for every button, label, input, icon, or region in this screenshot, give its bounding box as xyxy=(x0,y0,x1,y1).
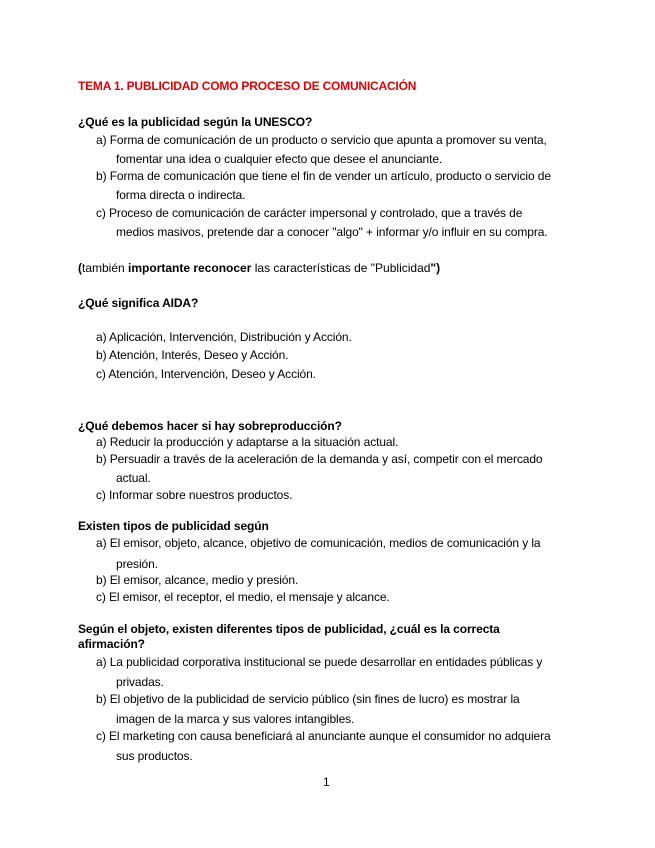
q5-option-a-continued: privadas. xyxy=(116,675,164,689)
q4-option-a-continued: presión. xyxy=(116,557,158,571)
note-part2: importante reconocer xyxy=(128,261,252,275)
q1-option-c: c) Proceso de comunicación de carácter impersonal y controlado, que a través de xyxy=(96,206,523,220)
q3-option-a: a) Reducir la producción y adaptarse a la situación actual. xyxy=(96,435,399,449)
q2-option-c: c) Atención, Intervención, Deseo y Acción. xyxy=(96,367,316,381)
note-open: ( xyxy=(78,261,82,275)
question-2: ¿Qué significa AIDA? xyxy=(78,296,199,310)
q4-option-a: a) El emisor, objeto, alcance, objetivo de comunicación, medios de comunicación y la xyxy=(96,536,541,550)
page-number: 1 xyxy=(323,775,330,789)
q3-option-c: c) Informar sobre nuestros productos. xyxy=(96,488,293,502)
q2-option-b: b) Atención, Interés, Deseo y Acción. xyxy=(96,348,289,362)
question-4: Existen tipos de publicidad según xyxy=(78,519,269,533)
question-1: ¿Qué es la publicidad según la UNESCO? xyxy=(78,115,313,129)
q1-option-a: a) Forma de comunicación de un producto o servicio que apunta a promover su venta, xyxy=(96,133,547,147)
note-part3: las características de "Publicidad xyxy=(251,261,431,275)
q1-option-a-continued: fomentar una idea o cualquier efecto que desee el anunciante. xyxy=(116,152,443,166)
q1-option-b: b) Forma de comunicación que tiene el fin de vender un artículo, producto o servicio de xyxy=(96,169,551,183)
question-5-continued: afirmación? xyxy=(78,637,145,651)
document-title: TEMA 1. PUBLICIDAD COMO PROCESO DE COMUNICACIÓN xyxy=(78,79,417,93)
q3-option-b-continued: actual. xyxy=(116,471,151,485)
q3-option-b: b) Persuadir a través de la aceleración de la demanda y así, competir con el mercado xyxy=(96,452,543,466)
q5-option-c-continued: sus productos. xyxy=(116,749,193,763)
q5-option-b: b) El objetivo de la publicidad de servicio público (sin fines de lucro) es mostrar la xyxy=(96,692,520,706)
note-part1: también xyxy=(82,261,129,275)
q4-option-b: b) El emisor, alcance, medio y presión. xyxy=(96,573,299,587)
q4-option-c: c) El emisor, el receptor, el medio, el mensaje y alcance. xyxy=(96,590,390,604)
note-close: ") xyxy=(430,261,441,275)
question-3: ¿Qué debemos hacer si hay sobreproducción? xyxy=(78,419,342,433)
q1-option-c-continued: medios masivos, pretende dar a conocer "algo" + informar y/o influir en su compra. xyxy=(116,225,548,239)
question-5: Según el objeto, existen diferentes tipos de publicidad, ¿cuál es la correcta xyxy=(78,622,500,636)
q1-option-b-continued: forma directa o indirecta. xyxy=(116,188,246,202)
note-line xyxy=(78,261,440,275)
q5-option-b-continued: imagen de la marca y sus valores intangibles. xyxy=(116,712,355,726)
q5-option-c: c) El marketing con causa beneficiará al anunciante aunque el consumidor no adquiera xyxy=(96,729,551,743)
q2-option-a: a) Aplicación, Intervención, Distribución y Acción. xyxy=(96,330,352,344)
q5-option-a: a) La publicidad corporativa institucional se puede desarrollar en entidades públicas y xyxy=(96,655,543,669)
